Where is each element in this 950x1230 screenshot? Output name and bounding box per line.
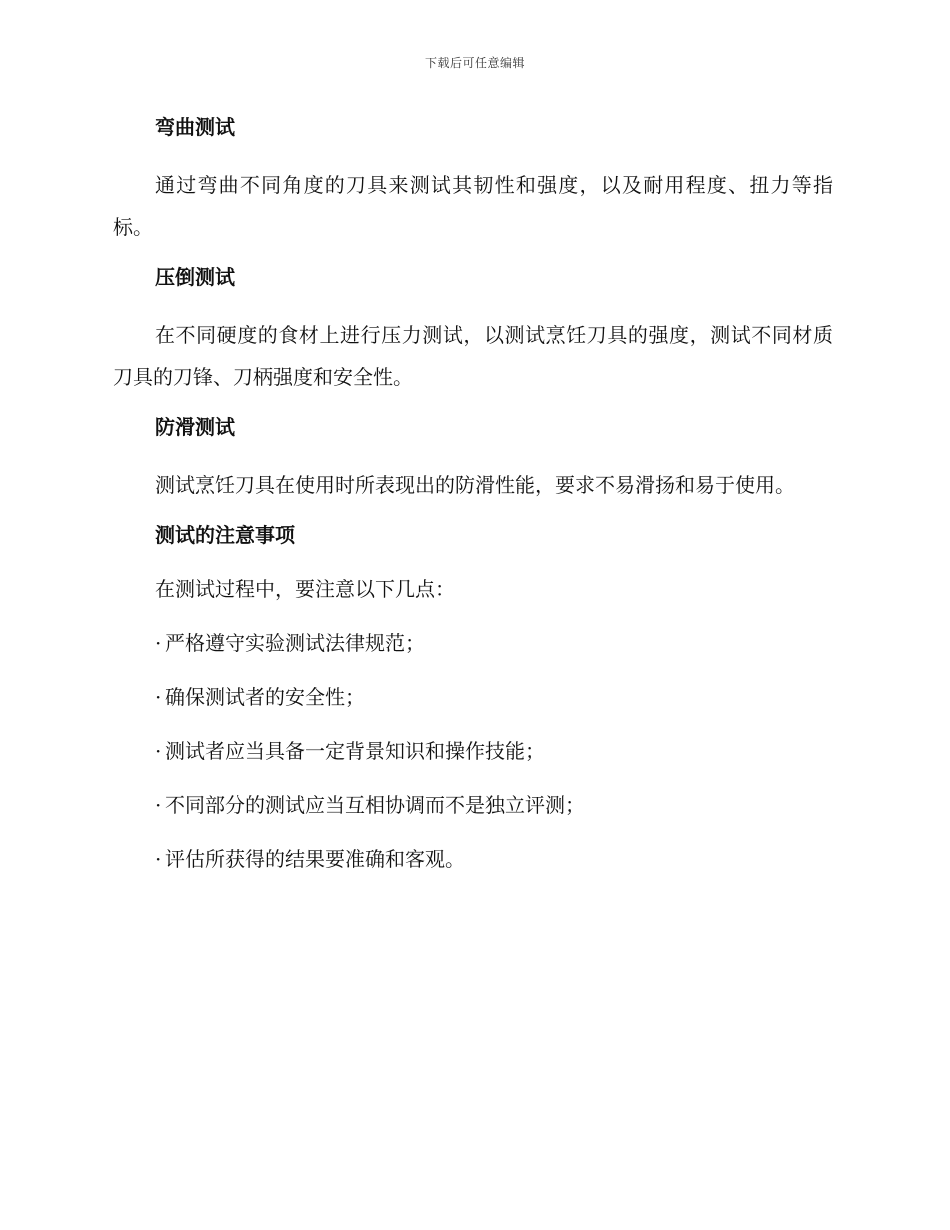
section-body-pressure: 在不同硬度的食材上进行压力测试，以测试烹饪刀具的强度，测试不同材质刀具的刀锋、刀柄强度和安全性。 bbox=[113, 323, 833, 389]
notes-heading: 测试的注意事项 bbox=[155, 523, 295, 547]
bullet-mark: · bbox=[155, 739, 162, 763]
bullet-mark: · bbox=[155, 847, 162, 871]
section-heading-antislip: 防滑测试 bbox=[155, 415, 235, 439]
list-item bbox=[113, 680, 833, 714]
list-item bbox=[113, 788, 833, 822]
section-body-antislip: 测试烹饪刀具在使用时所表现出的防滑性能，要求不易滑扬和易于使用。 bbox=[155, 473, 795, 497]
list-item-text: 确保测试者的安全性； bbox=[165, 685, 365, 709]
section-heading-pressure: 压倒测试 bbox=[155, 265, 235, 289]
list-item-text: 评估所获得的结果要准确和客观。 bbox=[165, 847, 465, 871]
notes-intro: 在测试过程中，要注意以下几点： bbox=[155, 577, 455, 601]
document-content bbox=[113, 110, 833, 896]
list-item bbox=[113, 734, 833, 768]
section-body-bending: 通过弯曲不同角度的刀具来测试其韧性和强度，以及耐用程度、扭力等指标。 bbox=[113, 173, 833, 239]
bullet-mark: · bbox=[155, 631, 162, 655]
list-item-text: 测试者应当具备一定背景知识和操作技能； bbox=[165, 739, 545, 763]
bullet-mark: · bbox=[155, 793, 162, 817]
list-item-text: 不同部分的测试应当互相协调而不是独立评测； bbox=[165, 793, 585, 817]
list-item-text: 严格遵守实验测试法律规范； bbox=[165, 631, 425, 655]
list-item bbox=[113, 626, 833, 660]
header-note: 下载后可任意编辑 bbox=[424, 56, 525, 70]
section-heading-bending: 弯曲测试 bbox=[155, 115, 235, 139]
list-item bbox=[113, 842, 833, 876]
bullet-mark: · bbox=[155, 685, 162, 709]
